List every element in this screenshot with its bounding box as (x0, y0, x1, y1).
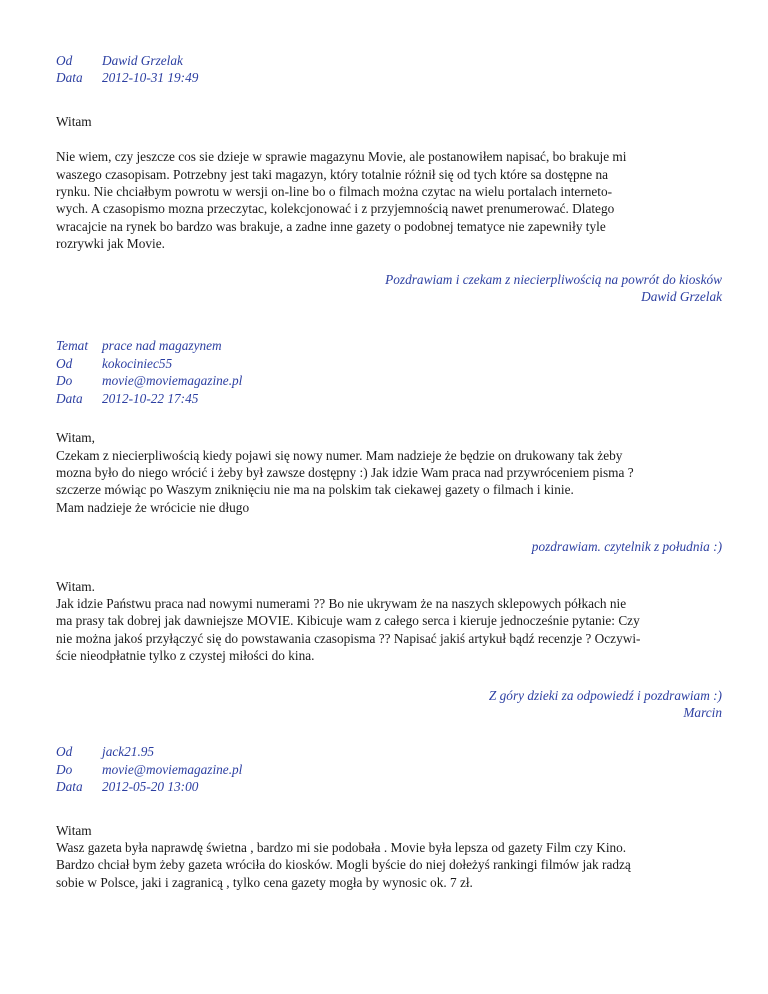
signature-line: Marcin (683, 704, 722, 720)
body-line: wych. A czasopismo mozna przeczytac, kolekcjonować i z przyjemnością nawet prenumerować. Dlatego (56, 201, 615, 217)
letter-1-signature (56, 271, 722, 306)
meta-value: kokociniec55 (102, 355, 173, 371)
body-line: nie można jakoś przyłączyć się do powstawania czasopisma ?? Napisać jakiś artykuł bądź recenzje ? Oczywi- (56, 630, 641, 646)
meta-value: movie@moviemagazine.pl (102, 373, 243, 389)
meta-key: Data (56, 390, 83, 406)
letter-2-signature (56, 538, 722, 555)
document-page (56, 52, 722, 891)
signature-line: Dawid Grzelak (641, 289, 722, 305)
letter-2-body (56, 429, 722, 516)
body-line: ście nieodpłatnie tylko z czystej miłości do kina. (56, 648, 315, 664)
meta-value: movie@moviemagazine.pl (102, 761, 243, 777)
meta-key: Do (56, 373, 73, 389)
letter-4-body (56, 839, 722, 891)
letter-1-header (56, 52, 722, 87)
body-line: Mam nadzieje że wrócicie nie długo (56, 499, 250, 515)
meta-key: Data (56, 779, 83, 795)
body-line: Witam, (56, 430, 95, 446)
body-line: Nie wiem, czy jeszcze cos sie dzieje w sprawie magazynu Movie, ale postanowiłem napisać, bo brakuje mi (56, 149, 627, 165)
meta-key: Do (56, 761, 73, 777)
body-line: sobie w Polsce, jaki i zagranicą , tylko cena gazety mogła by wynosic ok. 7 zł. (56, 874, 473, 890)
meta-key: Temat (56, 338, 89, 354)
meta-value: 2012-05-20 13:00 (102, 779, 199, 795)
meta-value: jack21.95 (102, 744, 155, 760)
meta-key: Od (56, 53, 73, 68)
meta-key: Data (56, 70, 83, 86)
body-line: ma prasy tak dobrej jak dawniejsze MOVIE. Kibicuje wam z całego serca i kieruje jednocześnie pytanie: Czy (56, 613, 640, 629)
letter-3-signature (56, 687, 722, 722)
meta-value: prace nad magazynem (102, 338, 222, 354)
body-line: wracajcie na rynek bo bardzo was brakuje, a zadne inne gazety o podobnej tematyce nie zapewniły tyle (56, 218, 606, 234)
meta-value: 2012-10-22 17:45 (102, 390, 199, 406)
signature-line: pozdrawiam. czytelnik z południa :) (531, 539, 722, 555)
body-line: rozrywki jak Movie. (56, 236, 165, 252)
body-line: szczerze mówiąc po Waszym zniknięciu nie ma na polskim tak ciekawej gazety o filmach i kinie. (56, 482, 574, 498)
signature-line: Z góry dzieki za odpowiedź i pozdrawiam :) (488, 687, 722, 703)
body-line: rynku. Nie chciałbym powrotu w wersji on-line bo o filmach można czytac na wielu portalach interneto- (56, 184, 613, 200)
letter-2-header (56, 337, 722, 407)
meta-value: Dawid Grzelak (102, 53, 183, 68)
letter-3-body (56, 578, 722, 665)
body-line: Witam. (56, 578, 95, 594)
letter-4-greeting: Witam (56, 822, 92, 838)
letter-1-greeting: Witam (56, 113, 92, 129)
body-line: Wasz gazeta była naprawdę świetna , bardzo mi sie podobała . Movie była lepsza od gazety Film czy Kino. (56, 840, 627, 855)
letter-1-body (56, 148, 722, 252)
body-line: Bardzo chciał bym żeby gazeta wróciła do kiosków. Mogli byście do niej dołeżyś rankingi filmów jak radzą (56, 857, 631, 873)
letter-4-header (56, 743, 722, 795)
body-line: mozna było do niego wrócić i żeby był zawsze dostępny :) Jak idzie Wam praca nad przywróceniem pisma ? (56, 464, 634, 480)
meta-key: Od (56, 744, 73, 760)
body-line: Czekam z niecierpliwością kiedy pojawi się nowy numer. Mam nadzieje że będzie on drukowany tak żeby (56, 447, 623, 463)
meta-key: Od (56, 355, 73, 371)
meta-value: 2012-10-31 19:49 (102, 70, 199, 86)
body-line: Jak idzie Państwu praca nad nowymi numerami ?? Bo nie ukrywam że na naszych sklepowych półkach nie (56, 595, 627, 611)
signature-line: Pozdrawiam i czekam z niecierpliwością na powrót do kiosków (385, 271, 722, 287)
body-line: waszego czasopisam. Potrzebny jest taki magazyn, który totalnie różnił się od tych które sa dostępne na (56, 166, 609, 182)
